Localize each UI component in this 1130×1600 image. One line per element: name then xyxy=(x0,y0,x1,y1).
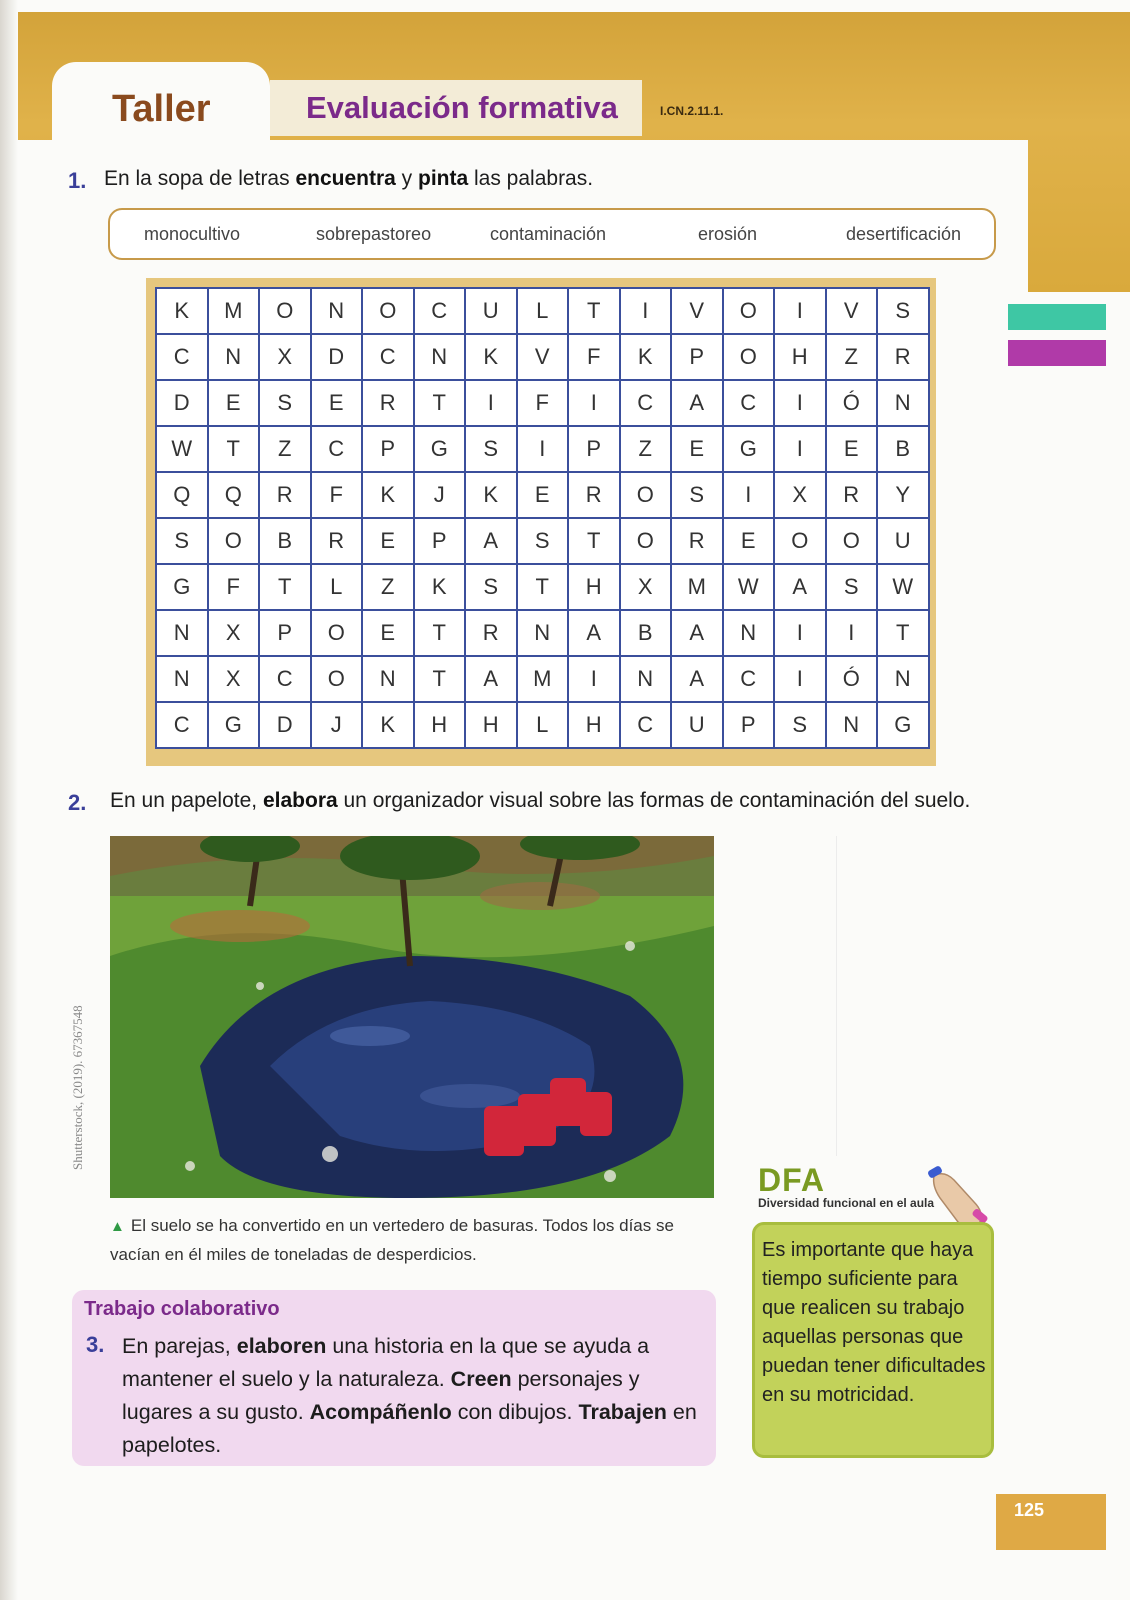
grid-cell: H xyxy=(569,565,621,611)
grid-cell: O xyxy=(775,519,827,565)
side-tab-green xyxy=(1008,304,1106,330)
grid-cell: B xyxy=(878,427,930,473)
grid-cell: O xyxy=(363,289,415,335)
grid-cell: K xyxy=(363,473,415,519)
grid-cell: R xyxy=(827,473,879,519)
grid-cell: X xyxy=(775,473,827,519)
question-3-text xyxy=(122,1330,702,1462)
word-item: erosión xyxy=(698,224,758,244)
grid-cell: O xyxy=(312,611,364,657)
grid-cell: S xyxy=(878,289,930,335)
grid-cell: X xyxy=(260,335,312,381)
grid-cell: Q xyxy=(157,473,209,519)
grid-cell: K xyxy=(157,289,209,335)
grid-cell: O xyxy=(621,519,673,565)
grid-cell: H xyxy=(775,335,827,381)
grid-cell: C xyxy=(260,657,312,703)
grid-cell: U xyxy=(672,703,724,749)
grid-cell: N xyxy=(415,335,467,381)
grid-cell: N xyxy=(878,657,930,703)
side-tab-purple xyxy=(1008,340,1106,366)
grid-cell: P xyxy=(260,611,312,657)
grid-cell: E xyxy=(363,611,415,657)
grid-cell: E xyxy=(672,427,724,473)
grid-cell: J xyxy=(312,703,364,749)
word-item: desertificación xyxy=(846,224,962,244)
grid-cell: U xyxy=(878,519,930,565)
grid-cell: H xyxy=(569,703,621,749)
grid-cell: I xyxy=(827,611,879,657)
q3-t3: personajes y lugares a su gusto. xyxy=(122,1367,640,1424)
grid-cell: L xyxy=(518,289,570,335)
tab-taller-label: Taller xyxy=(112,88,211,130)
grid-cell: C xyxy=(415,289,467,335)
grid-cell: S xyxy=(157,519,209,565)
word-item: contaminación xyxy=(490,224,607,244)
page-number-box xyxy=(996,1494,1106,1550)
grid-cell: G xyxy=(157,565,209,611)
grid-cell: Y xyxy=(878,473,930,519)
grid-cell: N xyxy=(621,657,673,703)
q3-b2: Creen xyxy=(450,1367,512,1391)
polluted-soil-photo xyxy=(110,836,714,1198)
q1-mid: y xyxy=(395,167,418,190)
grid-cell: I xyxy=(775,427,827,473)
grid-cell: S xyxy=(260,381,312,427)
grid-cell: C xyxy=(363,335,415,381)
grid-cell: Z xyxy=(827,335,879,381)
q2-bold: elabora xyxy=(262,789,338,812)
grid-cell: I xyxy=(775,657,827,703)
grid-cell: R xyxy=(569,473,621,519)
grid-cell: F xyxy=(209,565,261,611)
grid-cell: I xyxy=(775,381,827,427)
grid-cell: G xyxy=(724,427,776,473)
grid-cell: A xyxy=(775,565,827,611)
grid-cell: E xyxy=(312,381,364,427)
grid-cell: D xyxy=(312,335,364,381)
grid-cell: V xyxy=(827,289,879,335)
grid-cell: N xyxy=(827,703,879,749)
grid-cell: O xyxy=(621,473,673,519)
grid-cell: O xyxy=(312,657,364,703)
grid-cell: E xyxy=(827,427,879,473)
grid-cell: I xyxy=(569,381,621,427)
grid-cell: P xyxy=(569,427,621,473)
grid-cell: P xyxy=(724,703,776,749)
grid-cell: E xyxy=(518,473,570,519)
grid-cell: A xyxy=(466,519,518,565)
grid-cell: Q xyxy=(209,473,261,519)
grid-cell: A xyxy=(672,611,724,657)
grid-cell: T xyxy=(878,611,930,657)
grid-cell: A xyxy=(672,381,724,427)
grid-cell: S xyxy=(775,703,827,749)
grid-cell: Ó xyxy=(827,657,879,703)
question-2-number: 2. xyxy=(68,790,87,815)
grid-cell: F xyxy=(312,473,364,519)
grid-cell: S xyxy=(466,565,518,611)
grid-cell: D xyxy=(157,381,209,427)
page-number: 125 xyxy=(1014,1500,1045,1520)
grid-cell: S xyxy=(466,427,518,473)
grid-cell: O xyxy=(724,335,776,381)
grid-cell: W xyxy=(878,565,930,611)
grid-cell: E xyxy=(363,519,415,565)
grid-cell: F xyxy=(569,335,621,381)
grid-cell: S xyxy=(518,519,570,565)
grid-cell: M xyxy=(672,565,724,611)
word-search-grid xyxy=(155,287,930,749)
grid-cell: C xyxy=(157,335,209,381)
grid-cell: N xyxy=(157,657,209,703)
grid-cell: C xyxy=(724,657,776,703)
grid-cell: E xyxy=(724,519,776,565)
grid-cell: N xyxy=(209,335,261,381)
grid-cell: D xyxy=(260,703,312,749)
tab-taller xyxy=(52,62,270,152)
grid-cell: K xyxy=(415,565,467,611)
grid-cell: L xyxy=(518,703,570,749)
grid-cell: N xyxy=(312,289,364,335)
divider xyxy=(836,836,837,1156)
grid-cell: O xyxy=(260,289,312,335)
tab-evaluacion xyxy=(270,80,642,136)
q1-bold-2: pinta xyxy=(418,167,469,190)
q1-pre: En la sopa de letras xyxy=(104,167,296,190)
grid-cell: C xyxy=(157,703,209,749)
grid-cell: R xyxy=(466,611,518,657)
grid-cell: N xyxy=(518,611,570,657)
grid-cell: I xyxy=(724,473,776,519)
grid-cell: O xyxy=(209,519,261,565)
grid-cell: P xyxy=(415,519,467,565)
grid-cell: R xyxy=(878,335,930,381)
grid-cell: I xyxy=(775,611,827,657)
grid-cell: C xyxy=(724,381,776,427)
grid-cell: R xyxy=(312,519,364,565)
photo-caption xyxy=(110,1212,720,1269)
grid-cell: P xyxy=(672,335,724,381)
grid-cell: I xyxy=(775,289,827,335)
grid-cell: S xyxy=(827,565,879,611)
grid-cell: C xyxy=(312,427,364,473)
photo-credit: Shutterstock, (2019). 67367548 xyxy=(70,1005,85,1170)
grid-cell: W xyxy=(157,427,209,473)
grid-cell: T xyxy=(518,565,570,611)
grid-cell: U xyxy=(466,289,518,335)
grid-cell: K xyxy=(466,473,518,519)
word-item: sobrepastoreo xyxy=(316,224,432,244)
grid-cell: L xyxy=(312,565,364,611)
word-list-box xyxy=(108,208,996,260)
grid-cell: N xyxy=(363,657,415,703)
grid-cell: T xyxy=(209,427,261,473)
tab-evaluacion-label: Evaluación formativa xyxy=(306,90,618,125)
grid-cell: R xyxy=(363,381,415,427)
grid-cell: A xyxy=(569,611,621,657)
q3-t2: una historia en la que se ayuda a mantener el suelo y la naturaleza. xyxy=(122,1334,650,1391)
grid-cell: E xyxy=(209,381,261,427)
grid-cell: K xyxy=(466,335,518,381)
grid-cell: W xyxy=(724,565,776,611)
grid-cell: S xyxy=(672,473,724,519)
grid-cell: N xyxy=(878,381,930,427)
grid-cell: X xyxy=(209,611,261,657)
grid-cell: H xyxy=(415,703,467,749)
grid-cell: I xyxy=(466,381,518,427)
collaborative-work-title: Trabajo colaborativo xyxy=(84,1298,280,1320)
photo-caption-text: El suelo se ha convertido en un vertedero de basuras. Todos los días se vacían en él miles de toneladas de desperdicios. xyxy=(110,1216,674,1264)
grid-cell: R xyxy=(260,473,312,519)
grid-cell: X xyxy=(621,565,673,611)
grid-cell: N xyxy=(724,611,776,657)
grid-cell: N xyxy=(157,611,209,657)
q2-post: un organizador visual sobre las formas de contaminación del suelo. xyxy=(337,789,971,812)
grid-cell: J xyxy=(415,473,467,519)
triangle-icon: ▲ xyxy=(110,1218,125,1235)
grid-cell: X xyxy=(209,657,261,703)
grid-cell: O xyxy=(724,289,776,335)
grid-cell: I xyxy=(621,289,673,335)
page-edge-shadow xyxy=(0,0,18,1600)
grid-cell: T xyxy=(415,657,467,703)
grid-cell: K xyxy=(621,335,673,381)
grid-cell: P xyxy=(363,427,415,473)
grid-cell: Ó xyxy=(827,381,879,427)
dfa-subtitle: Diversidad funcional en el aula xyxy=(758,1196,935,1210)
dfa-text: Es importante que haya tiempo suficiente para que realicen su trabajo aquellas personas que puedan tener dificultades en su motricidad. xyxy=(762,1239,986,1406)
grid-cell: V xyxy=(518,335,570,381)
grid-cell: I xyxy=(569,657,621,703)
grid-cell: T xyxy=(415,611,467,657)
grid-cell: A xyxy=(672,657,724,703)
grid-cell: T xyxy=(569,519,621,565)
grid-cell: V xyxy=(672,289,724,335)
dfa-title: DFA xyxy=(758,1162,825,1198)
grid-cell: B xyxy=(260,519,312,565)
grid-cell: T xyxy=(569,289,621,335)
grid-cell: I xyxy=(518,427,570,473)
q3-t1: En parejas, xyxy=(122,1334,237,1358)
question-1-text xyxy=(104,167,593,191)
grid-cell: T xyxy=(415,381,467,427)
grid-cell: M xyxy=(209,289,261,335)
grid-cell: A xyxy=(466,657,518,703)
grid-cell: G xyxy=(878,703,930,749)
q2-pre: En un papelote, xyxy=(110,789,263,812)
question-1-number: 1. xyxy=(68,168,87,193)
grid-cell: C xyxy=(621,703,673,749)
grid-cell: Z xyxy=(621,427,673,473)
q3-b3: Acompáñenlo xyxy=(309,1400,452,1424)
q3-t5: en papelotes. xyxy=(122,1400,697,1457)
grid-cell: Z xyxy=(260,427,312,473)
grid-cell: F xyxy=(518,381,570,427)
q1-bold-1: encuentra xyxy=(295,167,396,190)
q3-b4: Trabajen xyxy=(578,1400,667,1424)
q1-post: las palabras. xyxy=(468,167,594,190)
word-item: monocultivo xyxy=(144,224,241,244)
grid-cell: H xyxy=(466,703,518,749)
grid-cell: K xyxy=(363,703,415,749)
question-2-text xyxy=(110,789,970,813)
grid-cell: G xyxy=(209,703,261,749)
grid-cell: M xyxy=(518,657,570,703)
grid-cell: C xyxy=(621,381,673,427)
grid-cell: T xyxy=(260,565,312,611)
grid-cell: O xyxy=(827,519,879,565)
grid-cell: Z xyxy=(363,565,415,611)
grid-cell: R xyxy=(672,519,724,565)
question-3-number: 3. xyxy=(86,1332,105,1357)
q3-t4: con dibujos. xyxy=(451,1400,579,1424)
curriculum-code: I.CN.2.11.1. xyxy=(660,104,724,118)
grid-cell: G xyxy=(415,427,467,473)
q3-b1: elaboren xyxy=(236,1334,327,1358)
grid-cell: B xyxy=(621,611,673,657)
